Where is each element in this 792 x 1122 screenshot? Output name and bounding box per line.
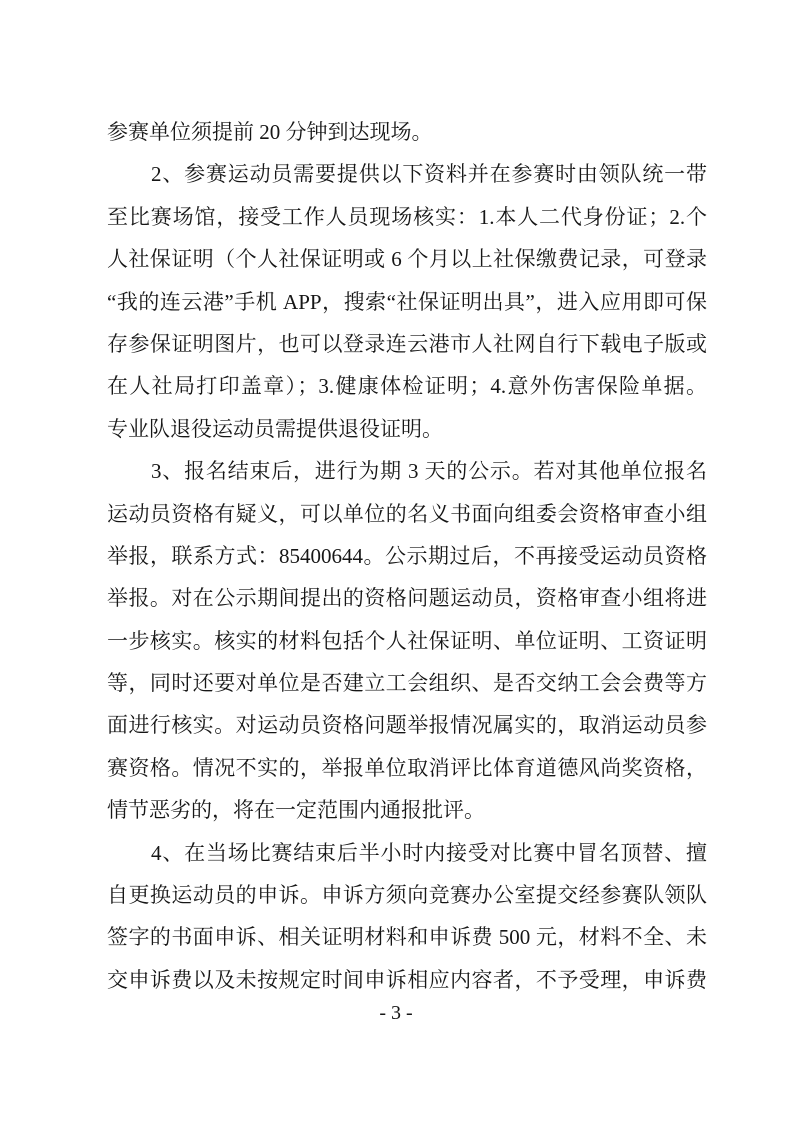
text-line: 情节恶劣的，将在一定范围内通报批评。 — [107, 798, 485, 823]
text-line: 交申诉费以及未按规定时间申诉相应内容者，不予受理，申诉费 — [107, 967, 707, 992]
text-line: 举报。对在公示期间提出的资格问题运动员，资格审查小组将进 — [107, 586, 707, 611]
text-line: 专业队退役运动员需提供退役证明。 — [107, 416, 443, 441]
text-line: 4、在当场比赛结束后半小时内接受对比赛中冒名顶替、擅 — [151, 840, 707, 865]
text-line: 2、参赛运动员需要提供以下资料并在参赛时由领队统一带 — [151, 162, 707, 187]
text-line: 等，同时还要对单位是否建立工会组织、是否交纳工会会费等方 — [107, 671, 707, 696]
text-line: “我的连云港”手机 APP，搜索“社保证明出具”，进入应用即可保 — [107, 289, 707, 314]
text-line: 赛资格。情况不实的，举报单位取消评比体育道德风尚奖资格， — [107, 755, 707, 780]
text-line: 一步核实。核实的材料包括个人社保证明、单位证明、工资证明 — [107, 628, 707, 653]
text-line: 举报，联系方式：85400644。公示期过后，不再接受运动员资格 — [107, 543, 707, 568]
document-body — [107, 111, 707, 1001]
text-line: 运动员资格有疑义，可以单位的名义书面向组委会资格审查小组 — [107, 501, 707, 526]
page-number: - 3 - — [379, 1002, 413, 1024]
text-line: 存参保证明图片，也可以登录连云港市人社网自行下载电子版或 — [107, 331, 707, 356]
text-line: 参赛单位须提前 20 分钟到达现场。 — [107, 120, 433, 144]
text-line: 在人社局打印盖章）；3.健康体检证明；4.意外伤害保险单据。 — [107, 374, 707, 399]
text-line: 面进行核实。对运动员资格问题举报情况属实的，取消运动员参 — [107, 713, 707, 738]
text-line: 3、报名结束后，进行为期 3 天的公示。若对其他单位报名 — [151, 459, 707, 484]
text-line: 至比赛场馆，接受工作人员现场核实：1.本人二代身份证；2.个 — [107, 204, 707, 229]
text-line: 签字的书面申诉、相关证明材料和申诉费 500 元，材料不全、未 — [107, 925, 707, 950]
text-line: 自更换运动员的申诉。申诉方须向竞赛办公室提交经参赛队领队 — [107, 883, 707, 908]
text-line: 人社保证明（个人社保证明或 6 个月以上社保缴费记录，可登录 — [107, 247, 707, 272]
